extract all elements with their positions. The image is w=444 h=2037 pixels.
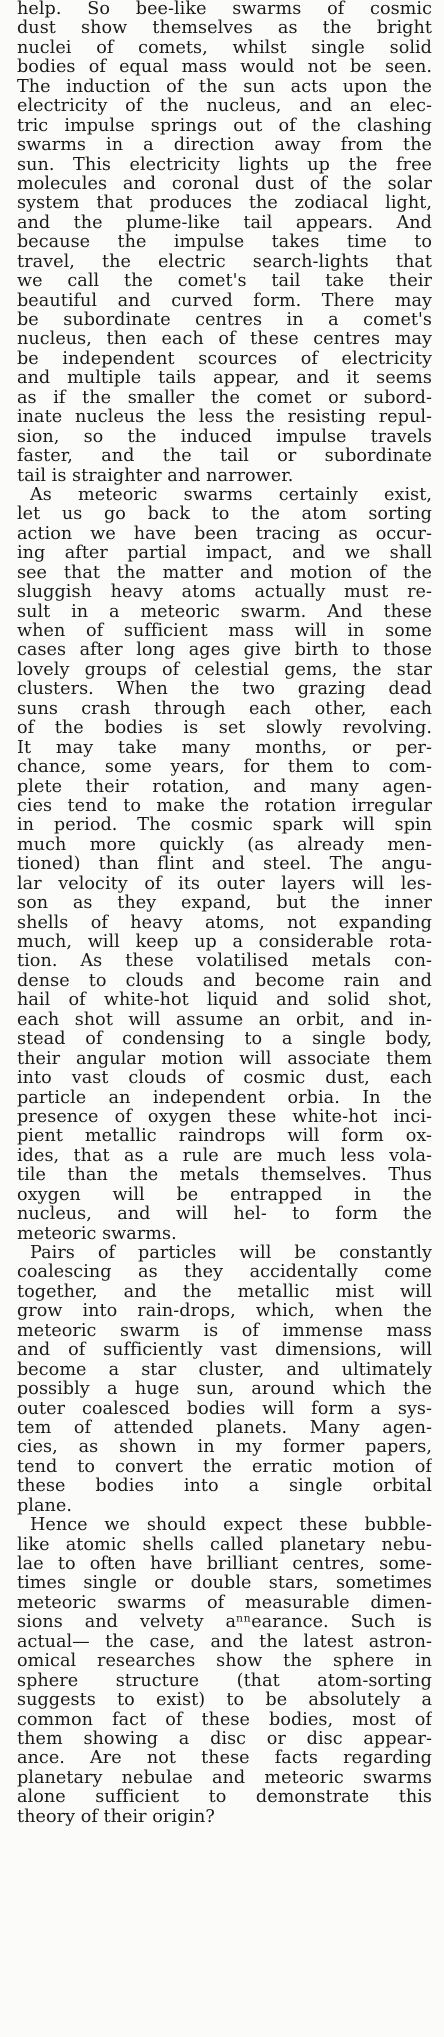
text-line: sphere structure (that atom-sorting xyxy=(17,1671,432,1691)
text-line: shells of heavy atoms, not expanding xyxy=(17,913,432,933)
text-line: sion, so the induced impulse travels xyxy=(17,427,432,447)
text-line: molecules and coronal dust of the solar xyxy=(17,174,432,194)
text-line: tile than the metals themselves. Thus xyxy=(17,1166,432,1186)
text-line: sions and velvety aⁿⁿearance. Such is xyxy=(17,1613,432,1633)
article-paragraph xyxy=(17,1244,432,1516)
text-line: much, will keep up a considerable rota- xyxy=(17,933,432,952)
text-line: let us go back to the atom sorting xyxy=(17,505,432,525)
text-line: into vast clouds of cosmic dust, each xyxy=(17,1069,432,1089)
text-line: times single or double stars, sometimes xyxy=(17,1574,432,1594)
text-line: meteoric swarms. xyxy=(17,1224,177,1244)
text-line: particle an independent orbia. In the xyxy=(17,1088,432,1108)
text-line: tail is straighter and narrower. xyxy=(17,466,294,486)
text-line: nuclei of comets, whilst single solid xyxy=(17,38,432,58)
text-line: It may take many months, or per- xyxy=(17,738,432,758)
text-line: we call the comet's tail take their xyxy=(17,272,432,292)
text-line: lae to often have brilliant centres, some- xyxy=(17,1555,432,1574)
article-paragraph xyxy=(17,1516,432,1827)
text-line: travel, the electric search-lights that xyxy=(17,252,432,272)
text-line: and of sufficiently vast dimensions, will xyxy=(17,1341,432,1361)
text-line: ance. Are not these facts regarding xyxy=(17,1749,432,1769)
text-line: chance, some years, for them to com- xyxy=(17,758,432,778)
text-line: pient metallic raindrops will form ox- xyxy=(17,1127,432,1147)
text-line: sluggish heavy atoms actually must re- xyxy=(17,583,432,603)
text-line: tion. As these volatilised metals con- xyxy=(17,952,432,972)
text-line: bodies of equal mass would not be seen. xyxy=(17,58,432,78)
text-line: help. So bee-like swarms of cosmic xyxy=(17,0,432,19)
text-line: son as they expand, but the inner xyxy=(17,894,432,914)
text-line: hail of white-hot liquid and solid shot, xyxy=(17,991,432,1011)
text-line: meteoric swarms of measurable dimen- xyxy=(17,1593,432,1613)
text-line: tioned) than flint and steel. The angu- xyxy=(17,855,432,875)
text-line: beautiful and curved form. There may xyxy=(17,291,432,311)
text-line: actual— the case, and the latest astron- xyxy=(17,1632,432,1652)
text-line: meteoric swarm is of immense mass xyxy=(17,1321,432,1341)
text-line: presence of oxygen these white-hot inci- xyxy=(17,1107,432,1127)
text-line: sult in a meteoric swarm. And these xyxy=(17,602,432,622)
text-line: these bodies into a single orbital xyxy=(17,1477,432,1497)
article-paragraph xyxy=(17,0,432,486)
text-line: be independent scources of electricity xyxy=(17,349,432,369)
text-line: dense to clouds and become rain and xyxy=(17,971,432,991)
text-line: clusters. When the two grazing dead xyxy=(17,680,432,700)
text-line: The induction of the sun acts upon the xyxy=(17,77,432,97)
text-line: as if the smaller the comet or subord- xyxy=(17,388,432,408)
text-line: swarms in a direction away from the xyxy=(17,136,432,156)
text-line: lovely groups of celestial gems, the star xyxy=(17,660,432,680)
text-line: coalescing as they accidentally come xyxy=(17,1263,432,1283)
article-paragraph xyxy=(17,486,432,1244)
text-line: grow into rain-drops, which, when the xyxy=(17,1302,432,1322)
text-line: and multiple tails appear, and it seems xyxy=(17,369,432,389)
text-line: theory of their origin? xyxy=(17,1807,215,1827)
text-line: tem of attended planets. Many agen- xyxy=(17,1418,432,1438)
text-line: tend to convert the erratic motion of xyxy=(17,1457,432,1477)
text-line: oxygen will be entrapped in the xyxy=(17,1185,432,1205)
text-line: sun. This electricity lights up the free xyxy=(17,155,432,175)
text-line: much more quickly (as already men- xyxy=(17,835,432,855)
text-line: each shot will assume an orbit, and in- xyxy=(17,1010,432,1030)
text-line: because the impulse takes time to xyxy=(17,233,432,253)
text-line: together, and the metallic mist will xyxy=(17,1282,432,1302)
text-line: nucleus, then each of these centres may xyxy=(17,330,432,350)
text-line: suns crash through each other, each xyxy=(17,699,432,719)
text-line: cies tend to make the rotation irregular xyxy=(17,796,432,816)
text-line: ides, that as a rule are much less vola- xyxy=(17,1146,432,1166)
text-line: possibly a huge sun, around which the xyxy=(17,1380,432,1400)
text-line: Hence we should expect these bubble- xyxy=(30,1516,432,1536)
text-line: like atomic shells called planetary nebu- xyxy=(17,1535,432,1555)
text-line: system that produces the zodiacal light, xyxy=(17,194,432,214)
text-line: lar velocity of its outer layers will les- xyxy=(17,874,432,894)
text-line: alone sufficient to demonstrate this xyxy=(17,1788,432,1808)
text-line: in period. The cosmic spark will spin xyxy=(17,816,432,836)
text-line: omical researches show the sphere in xyxy=(17,1652,432,1672)
text-line: their angular motion will associate them xyxy=(17,1049,432,1069)
text-line: suggests to exist) to be absolutely a xyxy=(17,1691,432,1711)
text-line: common fact of these bodies, most of xyxy=(17,1710,432,1730)
text-line: cases after long ages give birth to those xyxy=(17,641,432,661)
article-column xyxy=(17,0,432,1827)
text-line: nucleus, and will hel- to form the xyxy=(17,1205,432,1225)
text-line: inate nucleus the less the resisting repul- xyxy=(17,408,432,428)
text-line: planetary nebulae and meteoric swarms xyxy=(17,1768,432,1788)
text-line: stead of condensing to a single body, xyxy=(17,1030,432,1050)
text-line: when of sufficient mass will in some xyxy=(17,622,432,641)
text-line: plane. xyxy=(17,1496,73,1516)
text-line: plete their rotation, and many agen- xyxy=(17,777,432,797)
text-line: As meteoric swarms certainly exist, xyxy=(30,485,432,505)
text-line: cies, as shown in my former papers, xyxy=(17,1438,432,1458)
text-line: outer coalesced bodies will form a sys- xyxy=(17,1399,432,1419)
text-line: ing after partial impact, and we shall xyxy=(17,544,432,564)
text-line: dust show themselves as the bright xyxy=(17,19,432,39)
text-line: see that the matter and motion of the xyxy=(17,563,432,583)
text-line: faster, and the tail or subordinate xyxy=(17,447,432,467)
text-line: be subordinate centres in a comet's xyxy=(17,311,432,330)
text-line: electricity of the nucleus, and an elec- xyxy=(17,97,432,117)
text-line: Pairs of particles will be constantly xyxy=(30,1244,432,1263)
text-line: tric impulse springs out of the clashing xyxy=(17,116,432,136)
text-line: become a star cluster, and ultimately xyxy=(17,1360,432,1380)
text-line: and the plume-like tail appears. And xyxy=(17,213,432,233)
text-line: of the bodies is set slowly revolving. xyxy=(17,719,432,739)
text-line: them showing a disc or disc appear- xyxy=(17,1729,432,1749)
text-line: action we have been tracing as occur- xyxy=(17,524,432,544)
